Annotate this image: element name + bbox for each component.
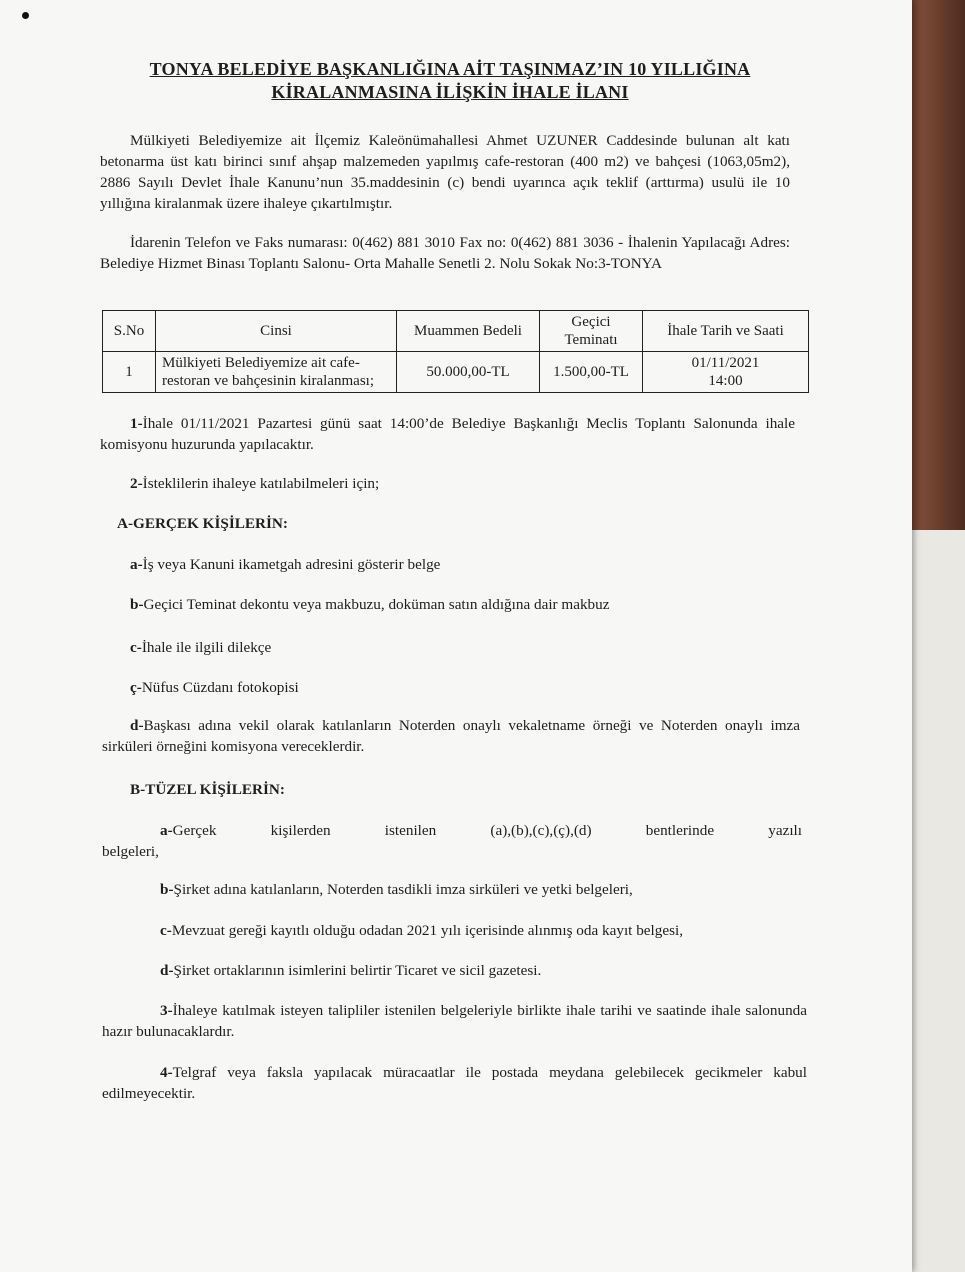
intro-paragraph: Mülkiyeti Belediyemize ait İlçemiz Kaleönümahallesi Ahmet UZUNER Caddesinde bulunan alt katı betonarma üst katı birinci sınıf ahşap malzemeden yapılmış cafe-restoran (400 m2) ve bahçesi (1063,05m2), 2886 Sayılı Devlet İhale Kanunu’nun 35.maddesinin (c) bendi uyarınca açık teklif (arttırma) usulü ile 10 yıllığına kiralanmak üzere ihaleye çıkartılmıştır. bbox=[100, 132, 790, 212]
cell-tarih bbox=[643, 352, 809, 393]
item-4: 4-Telgraf veya faksla yapılacak müracaatlar ile postada meydana gelebilecek gecikmeler kabul edilmeyecektir. bbox=[102, 1064, 807, 1102]
cell-teminat: 1.500,00-TL bbox=[540, 352, 643, 393]
item-1-number: 1- bbox=[130, 415, 143, 432]
section-a-item-a: a-İş veya Kanuni ikametgah adresini gösterir belge bbox=[130, 556, 441, 573]
item-2-text: İsteklilerin ihaleye katılabilmeleri için; bbox=[142, 475, 380, 492]
cell-cinsi: Mülkiyeti Belediyemize ait cafe-restoran ve bahçesinin kiralanması; bbox=[156, 352, 397, 393]
table-row bbox=[103, 352, 809, 393]
document-title bbox=[60, 58, 840, 104]
section-b-item-d: d-Şirket ortaklarının isimlerini belirtir Ticaret ve sicil gazetesi. bbox=[160, 962, 542, 979]
section-a-heading: A-GERÇEK KİŞİLERİN: bbox=[117, 515, 288, 532]
item-2-number: 2- bbox=[130, 475, 143, 492]
section-a-item-cc: ç-Nüfus Cüzdanı fotokopisi bbox=[130, 679, 299, 696]
title-line-2: KİRALANMASINA İLİŞKİN İHALE İLANI bbox=[271, 82, 629, 102]
ink-mark bbox=[22, 12, 29, 19]
item-1 bbox=[100, 413, 795, 455]
table-header-row bbox=[103, 311, 809, 352]
contact-paragraph: İdarenin Telefon ve Faks numarası: 0(462) 881 3010 Fax no: 0(462) 881 3036 - İhalenin Yapılacağı Adres: Belediye Hizmet Binası Toplantı Salonu- Orta Mahalle Senetli 2. Nolu Sokak No:3-TONYA bbox=[100, 234, 790, 272]
item-3: 3-İhaleye katılmak isteyen talipliler istenilen belgeleriyle birlikte ihale tarihi ve saatinde ihale salonunda hazır bulunacaklardır. bbox=[102, 1002, 807, 1040]
section-a-item-c: c-İhale ile ilgili dilekçe bbox=[130, 639, 272, 656]
tender-table bbox=[102, 310, 809, 393]
item-1-text: İhale 01/11/2021 Pazartesi günü saat 14:00’de Belediye Başkanlığı Meclis Toplantı Salonunda ihale komisyonu huzurunda yapılacaktır. bbox=[100, 415, 795, 453]
cell-tarih-time: 14:00 bbox=[708, 373, 743, 389]
section-b-item-a: a-Gerçek kişilerden istenilen (a),(b),(c),(ç),(d) bentlerinde yazılı belgeleri, bbox=[102, 822, 802, 860]
cell-bedel: 50.000,00-TL bbox=[397, 352, 540, 393]
cell-sno: 1 bbox=[103, 352, 156, 393]
header-tarih: İhale Tarih ve Saati bbox=[643, 311, 809, 352]
section-b-heading: B-TÜZEL KİŞİLERİN: bbox=[130, 781, 285, 798]
section-a-item-d: d-Başkası adına vekil olarak katılanların Noterden onaylı vekaletname örneği ve Noterden onaylı imza sirküleri örneğini komisyona vereceklerdir. bbox=[102, 717, 800, 755]
section-b-item-c: c-Mevzuat gereği kayıtlı olduğu odadan 2021 yılı içerisinde alınmış oda kayıt belgesi, bbox=[160, 922, 684, 939]
header-sno: S.No bbox=[103, 311, 156, 352]
title-line-1: TONYA BELEDİYE BAŞKANLIĞINA AİT TAŞINMAZ’IN 10 YILLIĞINA bbox=[149, 59, 751, 79]
header-bedel: Muammen Bedeli bbox=[397, 311, 540, 352]
cell-tarih-date: 01/11/2021 bbox=[691, 355, 760, 371]
section-a-item-b: b-Geçici Teminat dekontu veya makbuzu, doküman satın aldığına dair makbuz bbox=[130, 596, 610, 613]
header-teminat: Geçici Teminatı bbox=[540, 311, 643, 352]
item-2 bbox=[130, 474, 379, 494]
section-b-item-b: b-Şirket adına katılanların, Noterden tasdikli imza sirküleri ve yetki belgeleri, bbox=[160, 881, 633, 898]
header-cinsi: Cinsi bbox=[156, 311, 397, 352]
